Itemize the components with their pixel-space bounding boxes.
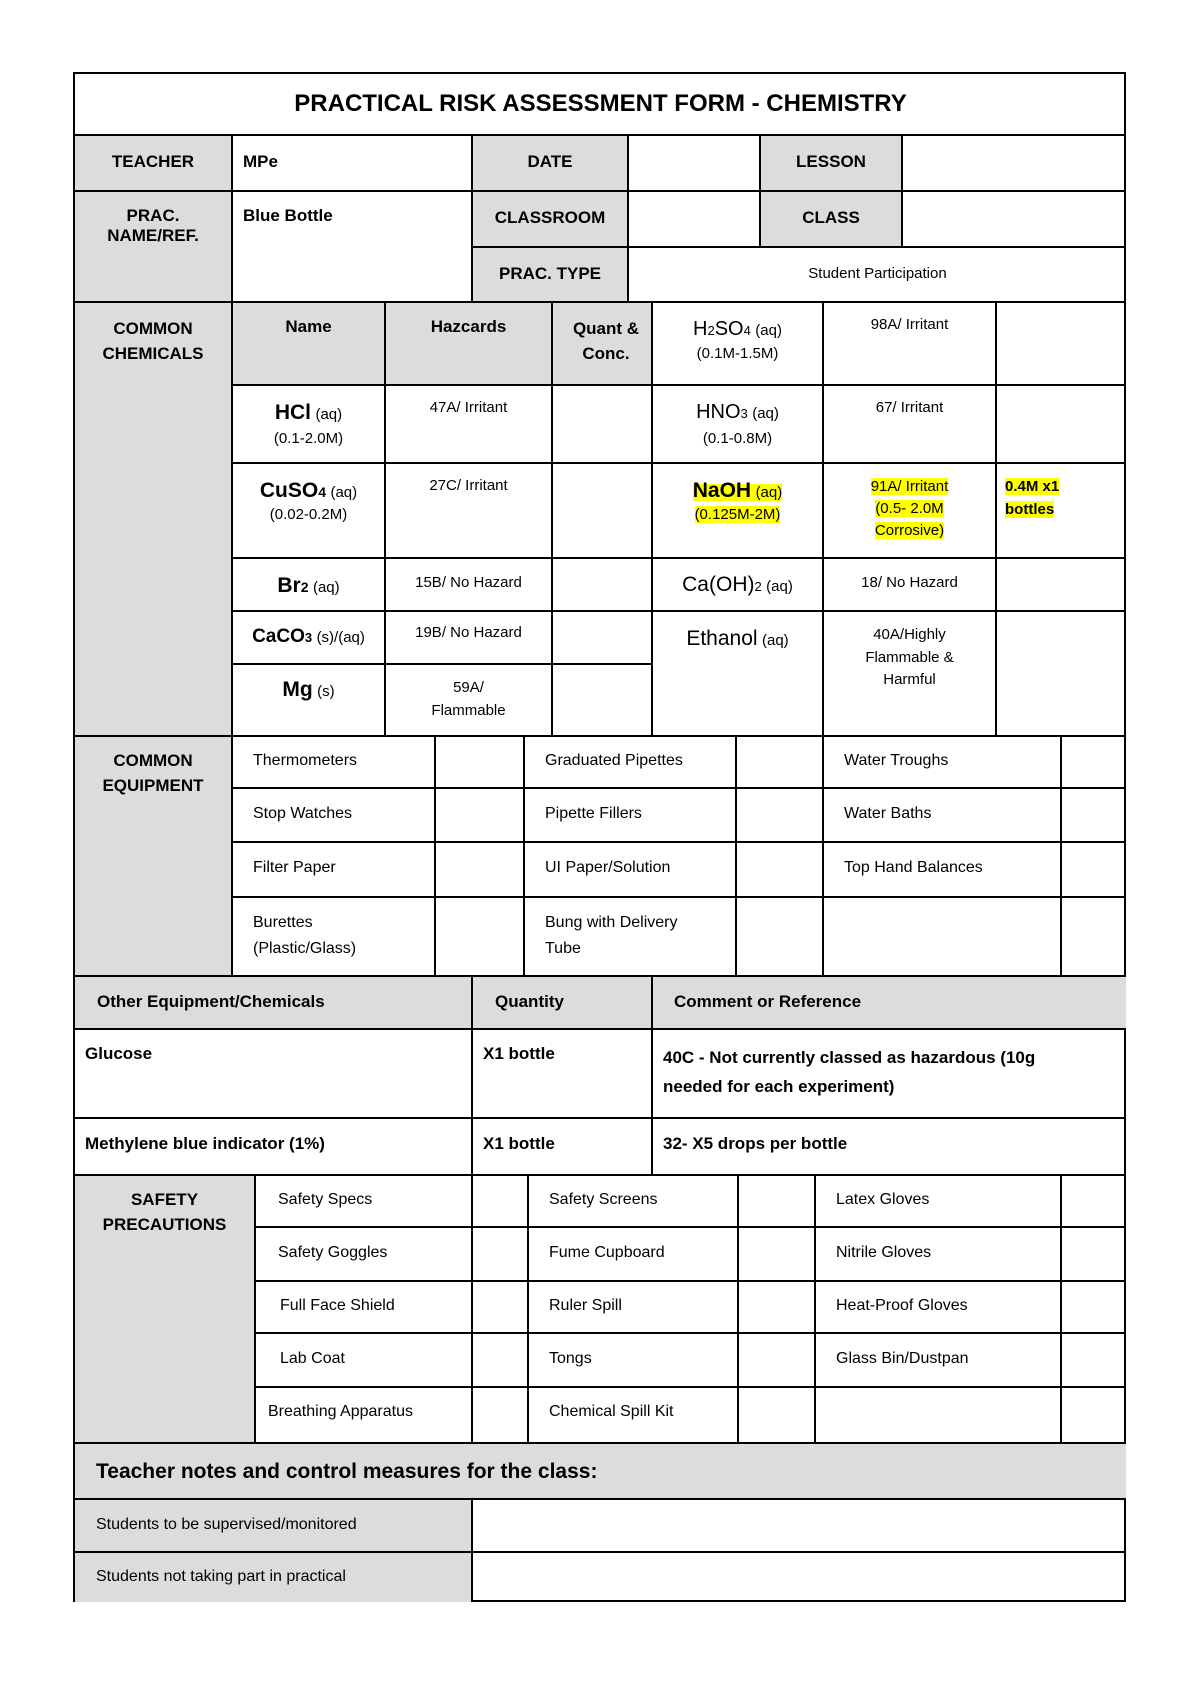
prac-value: Blue Bottle <box>243 206 333 225</box>
safety-checkbox[interactable] <box>739 1282 816 1334</box>
prac-type-label: PRAC. TYPE <box>498 264 602 283</box>
date-value-cell[interactable] <box>629 136 761 192</box>
lesson-label-cell <box>761 136 903 192</box>
class-value-cell[interactable] <box>903 192 1126 248</box>
date-label-cell <box>473 136 629 192</box>
chem-ethanol-hazard <box>824 612 997 737</box>
chem-hcl-hazard-text: 47A/ Irritant <box>429 399 508 416</box>
chem-br2-name <box>233 559 386 612</box>
equip-item <box>233 898 436 977</box>
chem-col-hazards <box>386 303 553 386</box>
safety-item <box>816 1282 1062 1334</box>
equip-item <box>233 737 436 789</box>
chem-caco3-hazard <box>386 612 553 665</box>
chem-hcl-conc: (0.1-2.0M) <box>273 430 344 447</box>
chem-naoh-quant[interactable] <box>997 464 1126 559</box>
chem-caoh2-name <box>653 559 824 612</box>
chem-caoh2-quant[interactable] <box>997 559 1126 612</box>
other-row-qty-text: X1 bottle <box>483 1044 555 1063</box>
other-col-item-label: Other Equipment/Chemicals <box>97 992 325 1011</box>
equip-checkbox[interactable] <box>436 737 525 789</box>
other-row-item[interactable] <box>75 1030 473 1119</box>
prac-label: PRAC. NAME/REF. <box>107 206 199 246</box>
chem-col-hazards-label: Hazcards <box>430 317 507 336</box>
chem-naoh-hazard <box>824 464 997 559</box>
chem-mg-hazard <box>386 665 553 737</box>
chem-col-quant-label: Quant & Conc. <box>572 319 640 363</box>
chem-caco3-formula: CaCO3 (s)/(aq) <box>252 626 365 647</box>
safety-checkbox[interactable] <box>473 1334 529 1388</box>
safety-label: Chemical Spill Kit <box>549 1403 674 1420</box>
other-row-comment-text: 32- X5 drops per bottle <box>663 1134 848 1153</box>
chem-hno3-conc: (0.1-0.8M) <box>702 430 773 447</box>
equipment-section-label: COMMON EQUIPMENT <box>102 751 204 795</box>
equip-label: Filter Paper <box>253 859 336 876</box>
chem-caco3-hazard-text: 19B/ No Hazard <box>415 624 522 641</box>
chem-cuso4-formula: CuSO4 (aq) <box>259 479 358 502</box>
safety-item <box>816 1334 1062 1388</box>
safety-item <box>816 1228 1062 1282</box>
chem-col-name <box>233 303 386 386</box>
notes-row-label: Students not taking part in practical <box>96 1568 346 1585</box>
chem-mg-name <box>233 665 386 737</box>
safety-checkbox[interactable] <box>473 1176 529 1228</box>
chem-ethanol-name <box>653 612 824 737</box>
form-title: PRACTICAL RISK ASSESSMENT FORM - CHEMISTRY <box>294 90 907 117</box>
notes-row-label-cell <box>75 1553 473 1602</box>
equip-checkbox[interactable] <box>436 898 525 977</box>
safety-label: Breathing Apparatus <box>268 1403 413 1420</box>
safety-checkbox[interactable] <box>473 1228 529 1282</box>
chem-cuso4-quant[interactable] <box>553 464 653 559</box>
safety-checkbox[interactable] <box>739 1334 816 1388</box>
equipment-section-cell <box>75 737 233 977</box>
equip-item <box>824 898 1062 977</box>
class-label: CLASS <box>802 208 860 227</box>
chem-br2-formula: Br2 (aq) <box>277 574 340 597</box>
chem-br2-hazard-text: 15B/ No Hazard <box>415 574 522 591</box>
equip-checkbox[interactable] <box>737 737 824 789</box>
safety-label: Lab Coat <box>280 1350 345 1367</box>
safety-item <box>256 1282 473 1334</box>
classroom-value-cell[interactable] <box>629 192 761 248</box>
prac-label-cell <box>75 192 233 303</box>
safety-item <box>816 1388 1062 1444</box>
safety-label: Tongs <box>549 1350 592 1367</box>
chem-ethanol-hazard-text: 40A/Highly Flammable & Harmful <box>865 626 954 688</box>
notes-row-input[interactable] <box>473 1553 1126 1602</box>
safety-item <box>529 1228 739 1282</box>
equip-label: Graduated Pipettes <box>545 752 683 769</box>
equip-checkbox[interactable] <box>1062 843 1126 898</box>
notes-row-label-cell <box>75 1500 473 1553</box>
chem-h2so4-formula: H2SO4 (aq) <box>693 318 782 340</box>
classroom-label-cell <box>473 192 629 248</box>
other-col-qty-label: Quantity <box>495 992 564 1011</box>
equip-label: UI Paper/Solution <box>545 859 671 876</box>
other-col-qty <box>473 977 653 1030</box>
safety-checkbox[interactable] <box>739 1228 816 1282</box>
equip-label: Pipette Fillers <box>545 805 642 822</box>
other-row-comment-text: 40C - Not currently classed as hazardous (10g needed for each experiment) <box>663 1048 1036 1096</box>
equip-checkbox[interactable] <box>737 898 824 977</box>
safety-label: Latex Gloves <box>836 1191 930 1208</box>
safety-checkbox[interactable] <box>473 1388 529 1444</box>
safety-section-cell <box>75 1176 256 1444</box>
other-col-item <box>75 977 473 1030</box>
safety-checkbox[interactable] <box>1062 1388 1126 1444</box>
chem-cuso4-name <box>233 464 386 559</box>
prac-type-value-cell[interactable] <box>629 248 1126 303</box>
chem-h2so4-name <box>653 303 824 386</box>
chem-hno3-hazard <box>824 386 997 464</box>
chem-naoh-quant-wrap <box>1005 476 1086 521</box>
chem-hno3-hazard-text: 67/ Irritant <box>875 399 944 416</box>
chem-mg-hazard-text: 59A/ Flammable <box>431 679 506 719</box>
safety-item <box>256 1334 473 1388</box>
other-row-qty[interactable] <box>473 1030 653 1119</box>
safety-label: Glass Bin/Dustpan <box>836 1350 969 1367</box>
equip-checkbox[interactable] <box>1062 898 1126 977</box>
chem-h2so4-conc: (0.1M-1.5M) <box>696 345 779 362</box>
chem-ethanol-quant[interactable] <box>997 612 1126 737</box>
safety-label: Heat-Proof Gloves <box>836 1297 968 1314</box>
equip-item <box>824 843 1062 898</box>
chem-h2so4-hazard <box>824 303 997 386</box>
equip-item <box>525 898 737 977</box>
equip-item <box>233 843 436 898</box>
other-row-item-text: Methylene blue indicator (1%) <box>85 1134 325 1153</box>
equip-item <box>525 843 737 898</box>
other-row-item[interactable] <box>75 1119 473 1176</box>
safety-label: Safety Goggles <box>278 1244 388 1261</box>
chem-hcl-name <box>233 386 386 464</box>
chem-h2so4-hazard-text: 98A/ Irritant <box>870 316 949 333</box>
equip-item <box>525 789 737 843</box>
chem-col-name-label: Name <box>285 317 332 336</box>
chem-hcl-quant[interactable] <box>553 386 653 464</box>
safety-item <box>256 1228 473 1282</box>
other-col-comment-label: Comment or Reference <box>674 992 862 1011</box>
other-col-comment <box>653 977 1126 1030</box>
safety-label: Fume Cupboard <box>549 1244 665 1261</box>
safety-checkbox[interactable] <box>473 1282 529 1334</box>
lesson-label: LESSON <box>796 152 866 171</box>
prac-type-value: Student Participation <box>808 265 947 282</box>
chem-hno3-name <box>653 386 824 464</box>
equip-label: Bung with Delivery Tube <box>545 914 678 957</box>
lesson-value-cell[interactable] <box>903 136 1126 192</box>
chem-hno3-quant[interactable] <box>997 386 1126 464</box>
equip-item <box>233 789 436 843</box>
other-row-qty[interactable] <box>473 1119 653 1176</box>
chem-cuso4-hazard <box>386 464 553 559</box>
equip-checkbox[interactable] <box>1062 737 1126 789</box>
safety-item <box>256 1388 473 1444</box>
safety-item <box>529 1388 739 1444</box>
teacher-label-cell <box>75 136 233 192</box>
chem-naoh-name <box>653 464 824 559</box>
safety-label: Full Face Shield <box>280 1297 395 1314</box>
equip-label: Burettes (Plastic/Glass) <box>253 914 357 957</box>
chem-mg-formula: Mg (s) <box>282 678 335 701</box>
form-title-cell <box>75 74 1126 136</box>
equip-label: Water Baths <box>844 805 932 822</box>
equip-checkbox[interactable] <box>737 789 824 843</box>
date-label: DATE <box>527 152 573 171</box>
equip-checkbox[interactable] <box>436 843 525 898</box>
chem-naoh-formula: NaOH (aq) <box>692 479 783 502</box>
prac-value-cell[interactable] <box>233 192 473 303</box>
chem-caoh2-hazard <box>824 559 997 612</box>
equip-checkbox[interactable] <box>737 843 824 898</box>
equip-item <box>824 789 1062 843</box>
chem-naoh-hazard-wrap <box>858 476 961 541</box>
safety-checkbox[interactable] <box>739 1388 816 1444</box>
notes-row-label: Students to be supervised/monitored <box>96 1516 357 1533</box>
classroom-label: CLASSROOM <box>494 208 606 227</box>
chem-caoh2-hazard-text: 18/ No Hazard <box>861 574 958 591</box>
chemicals-section-cell <box>75 303 233 737</box>
safety-checkbox[interactable] <box>1062 1282 1126 1334</box>
safety-label: Safety Screens <box>549 1191 658 1208</box>
prac-type-label-cell <box>473 248 629 303</box>
safety-checkbox[interactable] <box>739 1176 816 1228</box>
safety-item <box>529 1176 739 1228</box>
equip-item <box>824 737 1062 789</box>
chem-hcl-formula: HCl (aq) <box>274 401 343 424</box>
equip-item <box>525 737 737 789</box>
safety-item <box>816 1176 1062 1228</box>
chem-naoh-quant-text: 0.4M x1 bottles <box>1005 478 1060 518</box>
chem-hcl-hazard <box>386 386 553 464</box>
chem-br2-quant[interactable] <box>553 559 653 612</box>
chem-caoh2-formula: Ca(OH)2 (aq) <box>682 573 793 596</box>
chem-cuso4-hazard-text: 27C/ Irritant <box>429 477 508 494</box>
chem-mg-quant[interactable] <box>553 665 653 737</box>
chem-br2-hazard <box>386 559 553 612</box>
risk-assessment-form <box>73 72 1126 1602</box>
chem-naoh-conc-text: (0.125M-2M) <box>694 506 781 523</box>
safety-label: Ruler Spill <box>549 1297 622 1314</box>
chem-h2so4-quant[interactable] <box>997 303 1126 386</box>
equip-checkbox[interactable] <box>1062 789 1126 843</box>
notes-heading-cell <box>75 1444 1126 1500</box>
notes-row-input[interactable] <box>473 1500 1126 1553</box>
teacher-label: TEACHER <box>111 152 195 171</box>
safety-section-label: SAFETY PRECAUTIONS <box>102 1190 227 1234</box>
teacher-value: MPe <box>243 152 278 171</box>
chem-caco3-quant[interactable] <box>553 612 653 665</box>
class-label-cell <box>761 192 903 248</box>
equip-checkbox[interactable] <box>436 789 525 843</box>
notes-heading: Teacher notes and control measures for the class: <box>96 1460 598 1483</box>
equip-label: Stop Watches <box>253 805 353 822</box>
chem-col-quant <box>553 303 653 386</box>
chem-caco3-name <box>233 612 386 665</box>
equip-label: Water Troughs <box>844 752 949 769</box>
other-row-qty-text: X1 bottle <box>483 1134 555 1153</box>
equip-label: Thermometers <box>253 752 358 769</box>
chem-hno3-formula: HNO3 (aq) <box>696 401 779 423</box>
other-row-comment[interactable] <box>653 1030 1126 1119</box>
safety-checkbox[interactable] <box>1062 1228 1126 1282</box>
other-row-comment[interactable] <box>653 1119 1126 1176</box>
safety-item <box>256 1176 473 1228</box>
chem-naoh-conc <box>653 506 822 524</box>
safety-label: Safety Specs <box>278 1191 373 1208</box>
safety-item <box>529 1334 739 1388</box>
chemicals-section-label: COMMON CHEMICALS <box>102 319 204 363</box>
teacher-value-cell[interactable] <box>233 136 473 192</box>
safety-checkbox[interactable] <box>1062 1176 1126 1228</box>
chem-cuso4-conc: (0.02-0.2M) <box>269 506 348 523</box>
equip-label: Top Hand Balances <box>844 859 983 876</box>
chem-naoh-hazard-text: 91A/ Irritant (0.5- 2.0M Corrosive) <box>870 478 949 539</box>
safety-checkbox[interactable] <box>1062 1334 1126 1388</box>
chem-ethanol-formula: Ethanol (aq) <box>686 627 789 650</box>
safety-label: Nitrile Gloves <box>836 1244 932 1261</box>
safety-item <box>529 1282 739 1334</box>
other-row-item-text: Glucose <box>85 1044 153 1063</box>
